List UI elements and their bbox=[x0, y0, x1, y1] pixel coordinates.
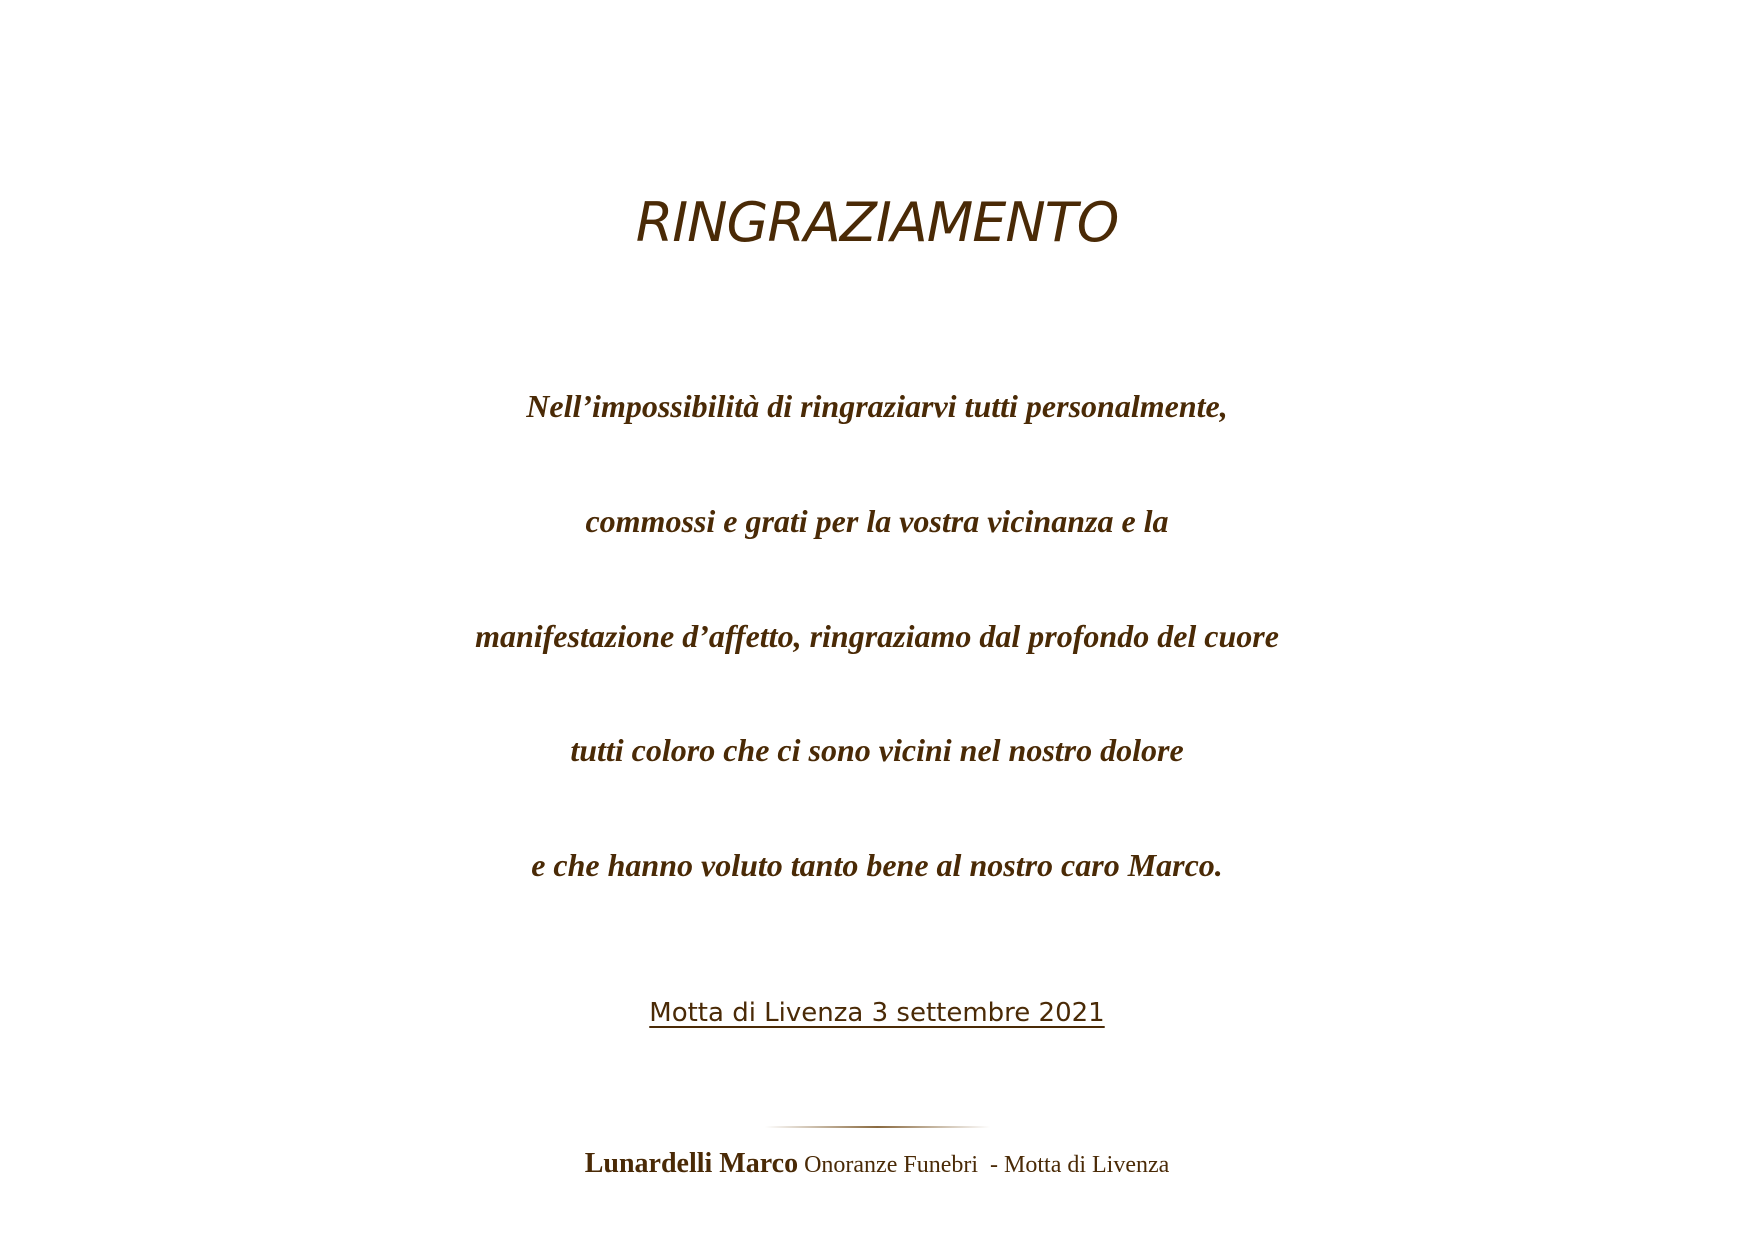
message-line-1: Nell’impossibilità di ringraziarvi tutti personalmente, bbox=[526, 388, 1228, 424]
footer-signature bbox=[0, 1150, 1754, 1178]
funeral-home-company: Onoranze Funebri - Motta di Livenza bbox=[798, 1152, 1170, 1178]
message-line-4: tutti coloro che ci sono vicini nel nostro dolore bbox=[570, 732, 1184, 768]
place-and-date bbox=[0, 1000, 1754, 1026]
message-line-2: commossi e grati per la vostra vicinanza e la bbox=[585, 503, 1169, 539]
page-title: RINGRAZIAMENTO bbox=[635, 191, 1119, 254]
message-line-5: e che hanno voluto tanto bene al nostro caro Marco. bbox=[531, 847, 1223, 883]
funeral-home-owner-name: Lunardelli Marco bbox=[584, 1148, 799, 1179]
message-line-3: manifestazione d’affetto, ringraziamo dal profondo del cuore bbox=[475, 618, 1279, 654]
footer-divider bbox=[765, 1126, 990, 1128]
place-date-text: Motta di Livenza 3 settembre 2021 bbox=[649, 998, 1105, 1028]
